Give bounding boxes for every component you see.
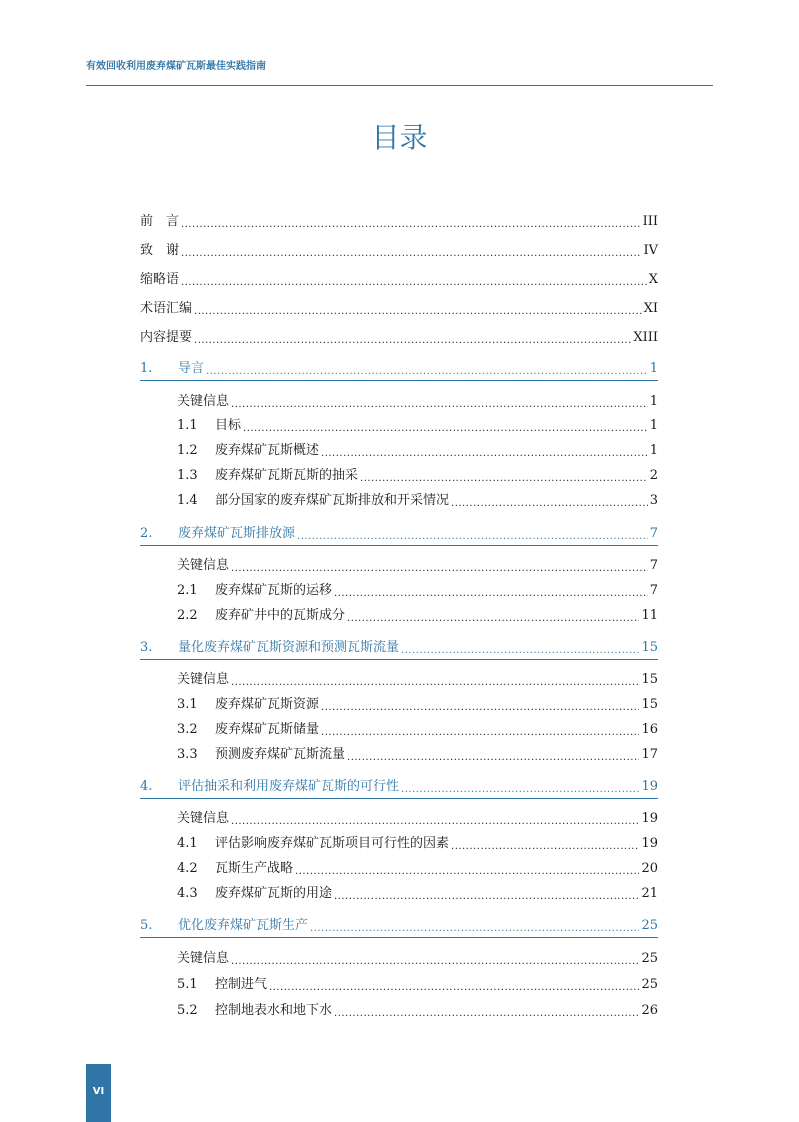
toc-label: 废弃煤矿瓦斯概述 [215, 443, 320, 458]
toc-entry[interactable] [177, 809, 658, 829]
toc-entry[interactable] [177, 670, 658, 690]
toc-label: 废弃煤矿瓦斯的用途 [215, 886, 333, 901]
leader-dots [231, 670, 639, 690]
leader-dots [334, 884, 639, 904]
chapter-rule [140, 380, 658, 381]
toc-page-number: 16 [641, 722, 658, 737]
chapter-number: 3. [140, 640, 153, 655]
toc-page-number: 26 [641, 1003, 658, 1018]
toc-entry[interactable] [177, 441, 658, 461]
toc-chapter-3[interactable] [140, 638, 658, 658]
section-number: 1.4 [177, 493, 198, 508]
toc-page-number: 19 [641, 836, 658, 851]
toc-label: 关键信息 [177, 811, 230, 826]
leader-dots [310, 916, 639, 936]
chapter-number: 2. [140, 526, 153, 541]
toc-label: 前 言 [140, 214, 180, 229]
leader-dots [451, 491, 648, 511]
section-number: 1.2 [177, 443, 198, 458]
toc-page-number: 20 [641, 861, 658, 876]
section-number: 2.1 [177, 583, 198, 598]
toc-page-number: 1 [649, 361, 658, 376]
running-header: 有效回收利用废弃煤矿瓦斯最佳实践指南 [86, 61, 266, 72]
toc-page-number: 1 [649, 418, 658, 433]
toc-chapter-4[interactable] [140, 777, 658, 797]
toc-label: 废弃煤矿瓦斯瓦斯的抽采 [215, 468, 359, 483]
toc-page-number: 7 [649, 558, 658, 573]
leader-dots [334, 581, 648, 601]
toc-label: 致 谢 [140, 243, 180, 258]
toc-page-number: 2 [649, 468, 658, 483]
leader-dots [347, 606, 639, 626]
toc-entry[interactable] [177, 466, 658, 486]
leader-dots [181, 212, 641, 232]
leader-dots [231, 949, 639, 969]
toc-page-number: 25 [641, 951, 658, 966]
leader-dots [451, 834, 639, 854]
toc-page-number: 19 [641, 811, 658, 826]
toc-page-number: III [642, 214, 658, 229]
toc-entry[interactable] [177, 834, 658, 854]
toc-label: 废弃煤矿瓦斯储量 [215, 722, 320, 737]
toc-page-number: 7 [649, 526, 658, 541]
toc-label: 废弃矿井中的瓦斯成分 [215, 608, 346, 623]
leader-dots [401, 638, 639, 658]
toc-entry[interactable] [177, 859, 658, 879]
chapter-number: 5. [140, 918, 153, 933]
leader-dots [321, 441, 648, 461]
toc-entry-summary[interactable] [140, 328, 658, 348]
toc-page-number: 25 [641, 918, 658, 933]
toc-page-number: 15 [641, 640, 658, 655]
toc-label: 目标 [215, 418, 242, 433]
toc-label: 废弃煤矿瓦斯资源 [215, 697, 320, 712]
toc-entry[interactable] [177, 1001, 658, 1021]
section-number: 5.2 [177, 1003, 198, 1018]
toc-entry[interactable] [177, 975, 658, 995]
toc-page-number: 25 [641, 977, 658, 992]
toc-page-number: 15 [641, 672, 658, 687]
toc-label: 评估影响废弃煤矿瓦斯项目可行性的因素 [215, 836, 450, 851]
toc-entry[interactable] [177, 884, 658, 904]
chapter-number: 4. [140, 779, 153, 794]
leader-dots [194, 328, 631, 348]
toc-chapter-1[interactable] [140, 359, 658, 379]
toc-page-number: 3 [649, 493, 658, 508]
toc-label: 内容提要 [140, 330, 193, 345]
toc-label: 关键信息 [177, 394, 230, 409]
toc-page-number: 21 [641, 886, 658, 901]
toc-chapter-5[interactable] [140, 916, 658, 936]
leader-dots [206, 359, 648, 379]
leader-dots [269, 975, 639, 995]
toc-label: 废弃煤矿瓦斯的运移 [215, 583, 333, 598]
toc-entry[interactable] [177, 720, 658, 740]
chapter-rule [140, 798, 658, 799]
leader-dots [194, 299, 642, 319]
leader-dots [231, 556, 648, 576]
leader-dots [321, 695, 639, 715]
leader-dots [181, 241, 641, 261]
chapter-number: 1. [140, 361, 153, 376]
toc-entry[interactable] [177, 949, 658, 969]
toc-page-number: XIII [633, 330, 658, 345]
leader-dots [231, 809, 639, 829]
toc-label: 优化废弃煤矿瓦斯生产 [178, 918, 309, 933]
section-number: 4.3 [177, 886, 198, 901]
toc-page-number: X [648, 272, 658, 287]
toc-page-number: 1 [649, 443, 658, 458]
leader-dots [347, 745, 639, 765]
chapter-rule [140, 659, 658, 660]
toc-entry[interactable] [177, 581, 658, 601]
toc-label: 预测废弃煤矿瓦斯流量 [215, 747, 346, 762]
section-number: 4.1 [177, 836, 198, 851]
section-number: 3.1 [177, 697, 198, 712]
toc-entry[interactable] [177, 556, 658, 576]
toc-label: 部分国家的废弃煤矿瓦斯排放和开采情况 [215, 493, 450, 508]
leader-dots [231, 392, 648, 412]
toc-page-number: IV [643, 243, 658, 258]
page-number-tab [86, 1064, 111, 1122]
toc-chapter-2[interactable] [140, 524, 658, 544]
toc-page-number: 7 [649, 583, 658, 598]
toc-page-number: 11 [641, 608, 658, 623]
leader-dots [360, 466, 648, 486]
toc-label: 缩略语 [140, 272, 180, 287]
toc-label: 瓦斯生产战略 [215, 861, 294, 876]
toc-entry-glossary[interactable] [140, 299, 658, 319]
toc-label: 关键信息 [177, 951, 230, 966]
toc-entry-acknowledgements[interactable] [140, 241, 658, 261]
toc-label: 导言 [178, 361, 205, 376]
toc-label: 控制地表水和地下水 [215, 1003, 333, 1018]
toc-entry[interactable] [177, 695, 658, 715]
toc-label: 术语汇编 [140, 301, 193, 316]
toc-entry-abbreviations[interactable] [140, 270, 658, 290]
page-title: 目录 [371, 121, 428, 154]
leader-dots [297, 524, 648, 544]
chapter-rule [140, 545, 658, 546]
section-number: 1.1 [177, 418, 198, 433]
toc-entry[interactable] [177, 745, 658, 765]
toc-entry[interactable] [177, 491, 658, 511]
leader-dots [401, 777, 639, 797]
toc-label: 评估抽采和利用废弃煤矿瓦斯的可行性 [178, 779, 400, 794]
toc-page-number: 19 [641, 779, 658, 794]
toc-label: 废弃煤矿瓦斯排放源 [178, 526, 296, 541]
toc-label: 关键信息 [177, 672, 230, 687]
toc-label: 量化废弃煤矿瓦斯资源和预测瓦斯流量 [178, 640, 400, 655]
toc-entry[interactable] [177, 606, 658, 626]
leader-dots [181, 270, 647, 290]
leader-dots [243, 416, 648, 436]
header-rule [86, 85, 713, 86]
section-number: 4.2 [177, 861, 198, 876]
page-number: VI [92, 1086, 105, 1097]
section-number: 3.3 [177, 747, 198, 762]
leader-dots [321, 720, 639, 740]
toc-page-number: 17 [641, 747, 658, 762]
section-number: 2.2 [177, 608, 198, 623]
leader-dots [334, 1001, 639, 1021]
leader-dots [295, 859, 639, 879]
section-number: 3.2 [177, 722, 198, 737]
toc-entry[interactable] [177, 392, 658, 412]
chapter-rule [140, 937, 658, 938]
section-number: 5.1 [177, 977, 198, 992]
section-number: 1.3 [177, 468, 198, 483]
toc-entry-preface[interactable] [140, 212, 658, 232]
toc-label: 控制进气 [215, 977, 268, 992]
toc-page-number: 1 [649, 394, 658, 409]
toc-label: 关键信息 [177, 558, 230, 573]
toc-entry[interactable] [177, 416, 658, 436]
toc-page-number: 15 [641, 697, 658, 712]
toc-page-number: XI [643, 301, 658, 316]
